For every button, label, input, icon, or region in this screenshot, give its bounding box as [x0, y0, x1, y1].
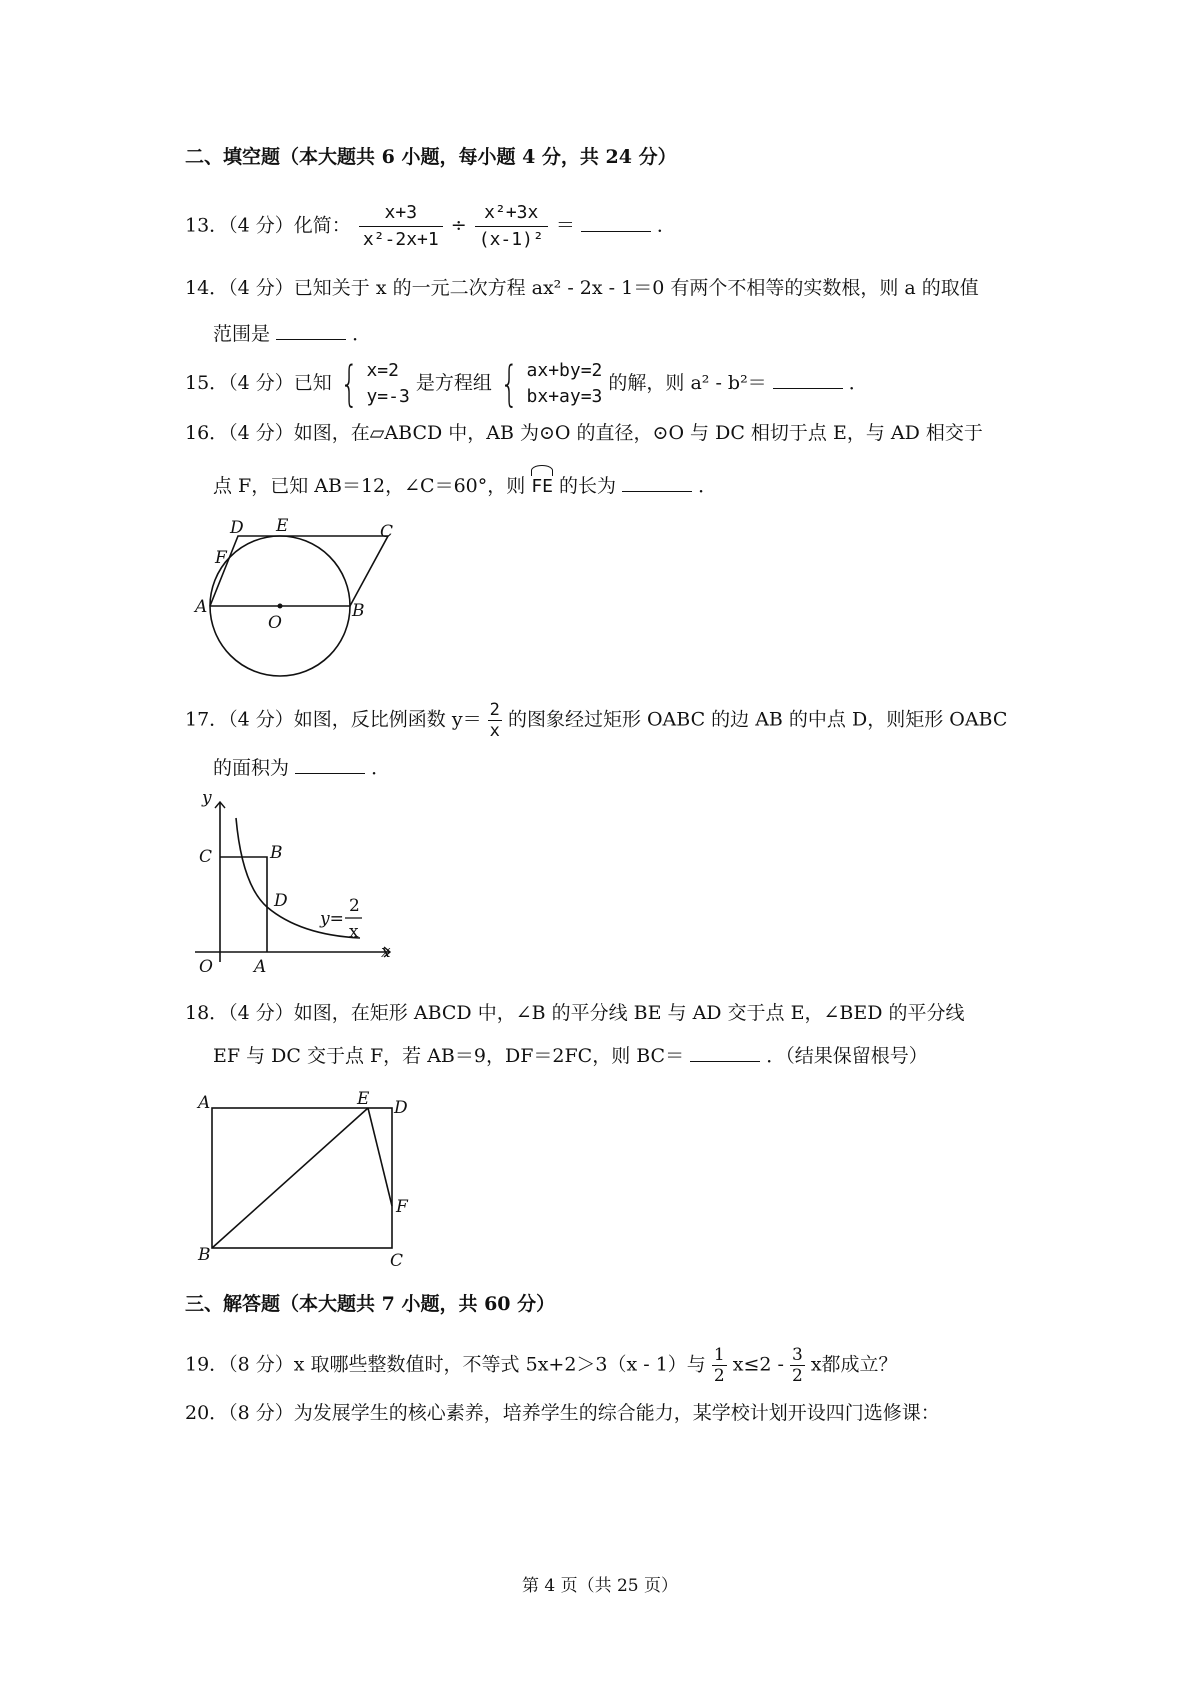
q15-system-1-eq-2: y=-3 — [366, 386, 410, 407]
q19-f2-numerator: 3 — [791, 1345, 803, 1365]
q13-f1-numerator: x+3 — [359, 200, 443, 227]
q13-fraction-1 — [359, 200, 443, 253]
question-14-line-1: 14．（4 分）已知关于 x 的一元二次方程 ax² - 2x - 1＝0 有两个不相等的实数根，则 a 的取值 — [185, 277, 979, 299]
q16-parallelogram — [210, 536, 388, 606]
q19-f2-denominator: 2 — [791, 1366, 803, 1386]
q17-label-a: A — [254, 957, 267, 977]
q13-equals: ＝ — [555, 214, 575, 237]
q17-label-b: B — [270, 843, 283, 863]
q17-fraction — [488, 700, 502, 741]
q15-system-1-eq-1: x=2 — [366, 360, 399, 381]
q14-end: ． — [352, 323, 372, 345]
q13-fraction-2 — [475, 200, 548, 253]
q16-center-point — [278, 604, 283, 609]
question-14-line-2 — [213, 320, 371, 348]
q15-system-2 — [527, 358, 603, 410]
q16-answer-blank[interactable] — [622, 473, 692, 492]
section-3-heading: 三、解答题（本大题共 7 小题，共 60 分） — [185, 1293, 556, 1315]
q17-curve-label-numerator: 2 — [349, 896, 360, 916]
q16-label-b: B — [352, 601, 365, 621]
q13-divide: ÷ — [450, 214, 467, 237]
q16-label-o: O — [268, 613, 282, 633]
q13-f2-numerator: x²+3x — [475, 200, 548, 227]
q13-prefix: 13．（4 分）化简： — [185, 214, 351, 237]
q19-f1-denominator: 2 — [713, 1366, 725, 1386]
q15-answer-blank[interactable] — [773, 370, 843, 389]
q13-answer-blank[interactable] — [581, 213, 651, 232]
question-18-line-1: 18．（4 分）如图，在矩形 ABCD 中，∠B 的平分线 BE 与 AD 交于点 E，∠BED 的平分线 — [185, 1002, 965, 1024]
q17-figure — [190, 790, 405, 980]
q17-line2-prefix: 的面积为 — [213, 757, 290, 779]
q17-f-denominator: x — [489, 721, 500, 741]
section-2-heading: 二、填空题（本大题共 6 小题，每小题 4 分，共 24 分） — [185, 146, 677, 168]
q14-line2-prefix: 范围是 — [213, 323, 271, 345]
q14-answer-blank[interactable] — [276, 321, 346, 340]
q13-f2-denominator: (x-1)² — [478, 229, 544, 250]
q19-suffix: x都成立？ — [810, 1353, 898, 1376]
q18-label-e: E — [357, 1089, 370, 1109]
q15-prefix: 15．（4 分）已知 — [185, 372, 332, 394]
q15-end: ． — [848, 372, 868, 394]
q15-mid: 是方程组 — [415, 372, 492, 394]
q15-brace-2: { — [500, 356, 519, 412]
q17-label-o: O — [199, 957, 213, 977]
q17-f-numerator: 2 — [489, 700, 500, 720]
q17-prefix: 17．（4 分）如图，反比例函数 y＝ — [185, 708, 482, 731]
question-15 — [185, 358, 868, 410]
question-16-line-2 — [213, 472, 717, 501]
q16-label-c: C — [380, 522, 394, 542]
q18-label-c: C — [390, 1251, 404, 1271]
q16-figure — [190, 515, 420, 695]
q18-rectangle — [212, 1108, 392, 1248]
question-16-line-1: 16．（4 分）如图，在▱ABCD 中，AB 为⊙O 的直径，⊙O 与 DC 相切于点 E，与 AD 相交于 — [185, 422, 983, 444]
q16-line2-prefix: 点 F，已知 AB＝12，∠C＝60°，则 — [213, 475, 526, 497]
q16-label-f: F — [215, 548, 227, 568]
q18-label-a: A — [198, 1093, 211, 1113]
q15-tail: 的解，则 a² - b²＝ — [608, 372, 767, 394]
q17-end: ． — [371, 757, 391, 779]
q15-brace-1: { — [339, 356, 359, 412]
q17-curve-label: y= — [320, 909, 344, 929]
q19-fraction-1 — [712, 1345, 727, 1386]
q18-line2-prefix: EF 与 DC 交于点 F，若 AB＝9，DF＝2FC，则 BC＝ — [213, 1045, 685, 1067]
q18-label-f: F — [396, 1197, 408, 1217]
q17-label-x: x — [381, 942, 391, 962]
q18-answer-blank[interactable] — [690, 1043, 760, 1062]
q17-suffix: 的图象经过矩形 OABC 的边 AB 的中点 D，则矩形 OABC — [507, 708, 1008, 731]
q16-label-e: E — [276, 516, 289, 536]
q18-segment-ef — [368, 1108, 392, 1206]
question-19 — [185, 1345, 898, 1386]
question-17-line-2 — [213, 754, 390, 782]
q16-end: ． — [698, 475, 718, 497]
q17-answer-blank[interactable] — [295, 755, 365, 774]
q15-system-1 — [366, 358, 409, 410]
q16-arc-fe: FE — [531, 473, 553, 501]
page-footer: 第 4 页（共 25 页） — [521, 1576, 679, 1596]
q15-system-2-eq-2: bx+ay=3 — [526, 386, 603, 407]
q19-prefix: 19．（8 分）x 取哪些整数值时，不等式 5x+2＞3（x - 1）与 — [185, 1353, 706, 1376]
question-18-line-2 — [213, 1042, 928, 1070]
q17-label-d: D — [274, 891, 288, 911]
q19-fraction-2 — [790, 1345, 805, 1386]
q17-label-y: y — [202, 790, 212, 808]
q18-line2-suffix: ．（结果保留根号） — [766, 1045, 928, 1067]
q16-line2-suffix: 的长为 — [559, 475, 617, 497]
q18-figure — [190, 1088, 430, 1273]
q19-f1-numerator: 1 — [713, 1345, 725, 1365]
question-20-line-1: 20．（8 分）为发展学生的核心素养，培养学生的综合能力，某学校计划开设四门选修课： — [185, 1402, 940, 1424]
q13-end: ． — [656, 214, 676, 237]
q18-label-d: D — [394, 1098, 408, 1118]
question-17-line-1 — [185, 700, 1007, 741]
q18-label-b: B — [198, 1245, 211, 1265]
q17-label-c: C — [199, 847, 213, 867]
question-13 — [185, 200, 676, 253]
q18-segment-be — [212, 1108, 368, 1248]
q16-label-a: A — [195, 597, 208, 617]
q16-label-d: D — [230, 518, 244, 538]
q13-f1-denominator: x²-2x+1 — [362, 229, 439, 250]
q17-curve-label-denominator: x — [349, 922, 359, 942]
q19-mid: x≤2 - — [732, 1353, 784, 1376]
q15-system-2-eq-1: ax+by=2 — [526, 360, 603, 381]
q17-rectangle — [220, 857, 267, 952]
